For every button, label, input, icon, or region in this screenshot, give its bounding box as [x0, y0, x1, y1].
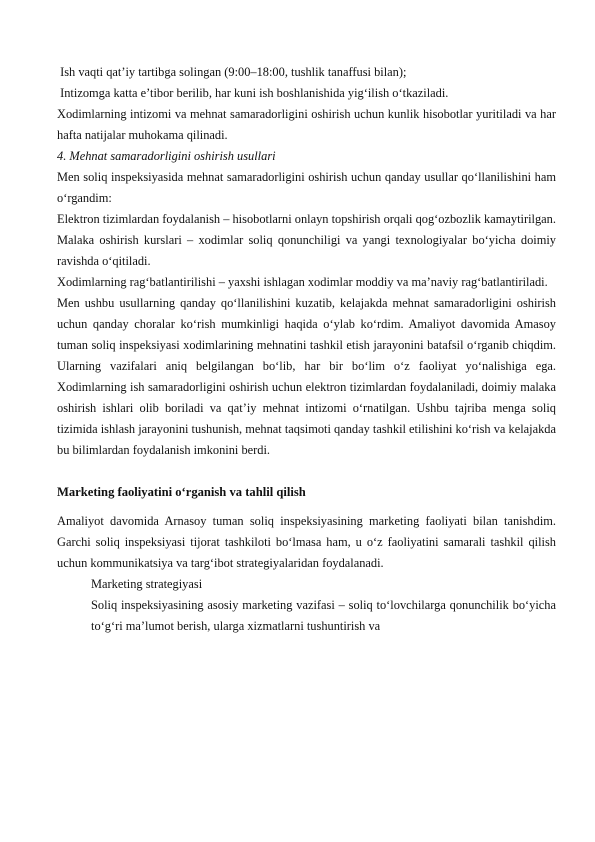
paragraph-marketing-task: Soliq inspeksiyasining asosiy marketing vazifasi – soliq to‘lovchilarga qonunchilik bo‘yicha to‘g‘ri ma’lumot berish, ularga xizmatlarni tushuntirish va — [91, 598, 556, 633]
subheading-marketing-strategy: Marketing strategiyasi — [91, 577, 203, 591]
paragraph-methods-intro: Men soliq inspeksiyasida mehnat samaradorligini oshirish uchun qanday usullar qo‘llanilishini ham o‘rgandim: — [57, 170, 556, 205]
text-line-work-hours: Ish vaqti qat’iy tartibga solingan (9:00–18:00, tushlik tanaffusi bilan); — [57, 65, 407, 79]
heading-marketing: Marketing faoliyatini o‘rganish va tahlil qilish — [57, 485, 306, 499]
text-line-discipline: Intizomga katta e’tibor berilib, har kuni ish boshlanishida yig‘ilish o‘tkaziladi. — [57, 86, 449, 100]
paragraph-observations: Men ushbu usullarning qanday qo‘llanilishini kuzatib, kelajakda mehnat samaradorligini oshirish uchun qanday choralar ko‘rish mumkinligi haqida o‘ylab ko‘rdim. Amaliyot davomida Amasoy tuman soliq inspeksiyasi xodimlarining mehnatini tashkil etish jarayonini batafsil o‘rganib chiqdim. Ularning vazifalari aniq belgilangan bo‘lib, har bir bo‘lim o‘z faoliyat yo‘nalishiga ega. Xodimlarning ish samaradorligini oshirish uchun elektron tizimlardan foydalaniladi, doimiy malaka oshirish ishlari olib boriladi va qat’iy mehnat intizomi o‘rnatilgan. Ushbu tajriba menga soliq tizimida ishlash jarayonini tushunish, mehnat taqsimoti qanday tashkil etilishini ko‘rish va kelajakda bu bilimlardan foydalanish imkonini berdi. — [57, 296, 556, 457]
paragraph-daily-reports: Xodimlarning intizomi va mehnat samaradorligini oshirish uchun kunlik hisobotlar yuritiladi va har hafta natijalar muhokama qilinadi. — [57, 107, 556, 142]
blank-line — [57, 461, 556, 482]
section-title-productivity-methods: 4. Mehnat samaradorligini oshirish usullari — [57, 149, 276, 163]
heading-gap — [57, 503, 556, 511]
paragraph-marketing-intro: Amaliyot davomida Arnasoy tuman soliq inspeksiyasining marketing faoliyati bilan tanishdim. Garchi soliq inspeksiyasi tijorat tashkiloti bo‘lmasa ham, u o‘z faoliyatini samarali tashkil qilish uchun kommunikatsiya va targ‘ibot strategiyalaridan foydalanadi. — [57, 514, 556, 570]
paragraph-training-courses: Malaka oshirish kurslari – xodimlar soliq qonunchiligi va yangi texnologiyalar bo‘yicha doimiy ravishda o‘qitiladi. — [57, 233, 556, 268]
indented-block — [57, 574, 556, 637]
paragraph-employee-incentives: Xodimlarning rag‘batlantirilishi – yaxshi ishlagan xodimlar moddiy va ma’naviy rag‘batlantiriladi. — [57, 275, 548, 289]
paragraph-electronic-systems: Elektron tizimlardan foydalanish – hisobotlarni onlayn topshirish orqali qog‘ozbozlik kamaytirilgan. — [57, 212, 556, 226]
document-page — [57, 62, 556, 637]
